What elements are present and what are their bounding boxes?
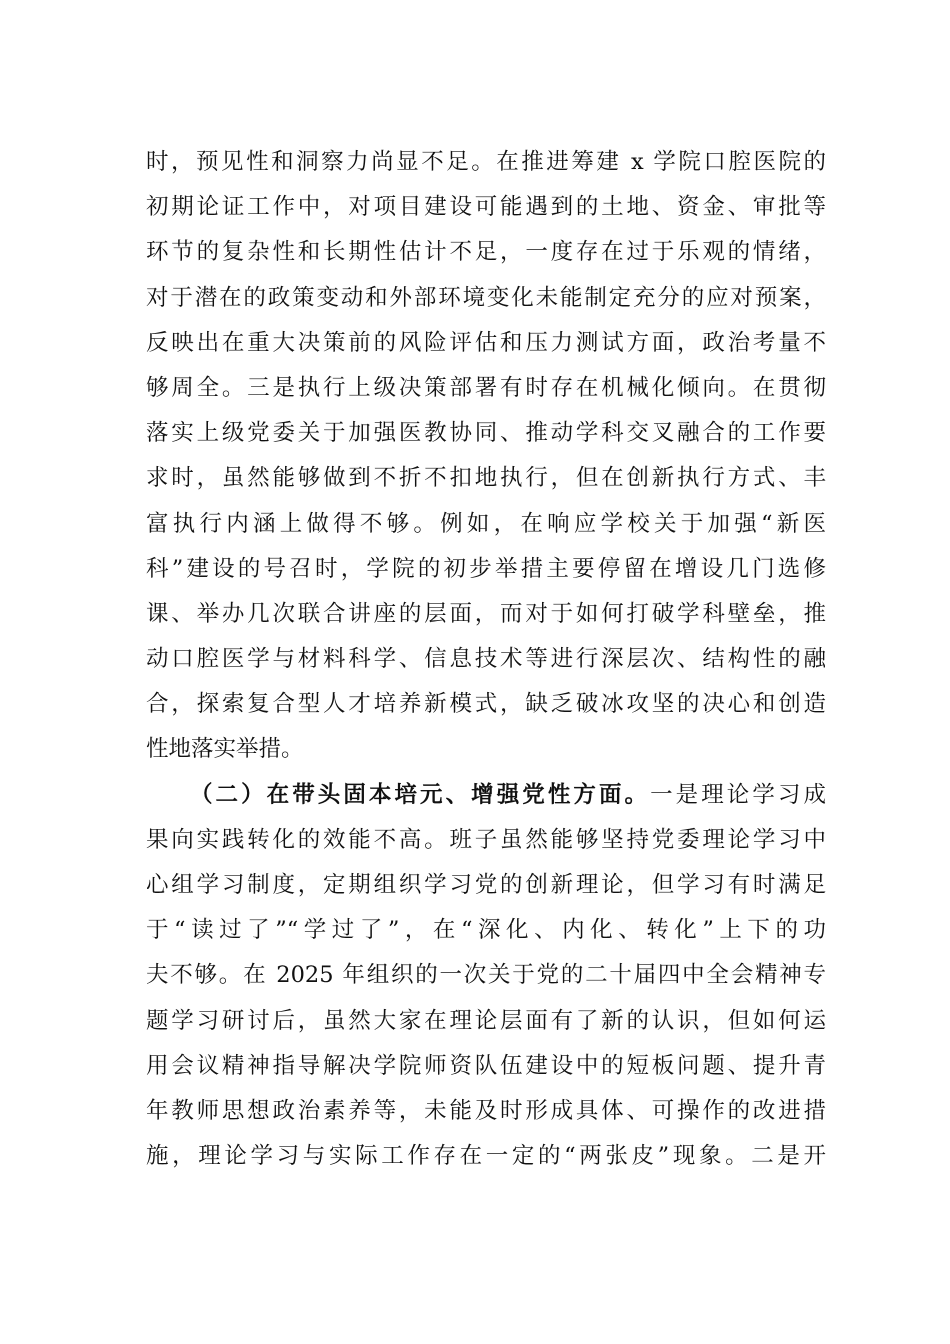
text-line: 对于潜在的政策变动和外部环境变化未能制定充分的应对预案， xyxy=(146,284,826,311)
heading-continuation: 一是理论学习成 xyxy=(650,781,826,808)
text-line: 夫不够。在 2025 年组织的一次关于党的二十届四中全会精神专 xyxy=(146,962,826,989)
text-line: 动口腔医学与材料科学、信息技术等进行深层次、结构性的融 xyxy=(146,646,826,673)
text-line: 求时，虽然能够做到不折不扣地执行，但在创新执行方式、丰 xyxy=(146,465,826,492)
text-line: 用会议精神指导解决学院师资队伍建设中的短板问题、提升青 xyxy=(146,1052,826,1079)
text-line: 性地落实举措。 xyxy=(146,736,304,763)
text-line: 果向实践转化的效能不高。班子虽然能够坚持党委理论学习中 xyxy=(146,826,826,853)
paragraph-2 xyxy=(146,773,826,1180)
text-line: 于“读过了”“学过了”，在“深化、内化、转化”上下的功 xyxy=(146,917,826,944)
paragraph-2-first-line xyxy=(146,773,826,818)
text-line: 课、举办几次联合讲座的层面，而对于如何打破学科壁垒，推 xyxy=(146,600,826,627)
text-line: 落实上级党委关于加强医教协同、推动学科交叉融合的工作要 xyxy=(146,420,826,447)
document-body xyxy=(146,140,826,1179)
paragraph-1 xyxy=(146,140,826,773)
text-line: 富执行内涵上做得不够。例如，在响应学校关于加强“新医 xyxy=(146,510,826,537)
text-line: 够周全。三是执行上级决策部署有时存在机械化倾向。在贯彻 xyxy=(146,374,826,401)
text-line: 合，探索复合型人才培养新模式，缺乏破冰攻坚的决心和创造 xyxy=(146,691,826,718)
text-line: 科”建设的号召时，学院的初步举措主要停留在增设几门选修 xyxy=(146,555,826,582)
text-line: 时，预见性和洞察力尚显不足。在推进筹建 x 学院口腔医院的 xyxy=(146,149,826,175)
text-line: 年教师思想政治素养等，未能及时形成具体、可操作的改进措 xyxy=(146,1097,826,1124)
text-line: 施，理论学习与实际工作存在一定的“两张皮”现象。二是开 xyxy=(146,1143,826,1170)
text-line: 初期论证工作中，对项目建设可能遇到的土地、资金、审批等 xyxy=(146,194,826,221)
section-heading: （二）在带头固本培元、增强党性方面。 xyxy=(190,781,651,808)
text-line: 题学习研讨后，虽然大家在理论层面有了新的认识，但如何运 xyxy=(146,1007,826,1034)
text-line: 环节的复杂性和长期性估计不足，一度存在过于乐观的情绪， xyxy=(146,239,826,266)
text-line: 心组学习制度，定期组织学习党的创新理论，但学习有时满足 xyxy=(146,872,826,898)
text-line: 反映出在重大决策前的风险评估和压力测试方面，政治考量不 xyxy=(146,329,826,356)
